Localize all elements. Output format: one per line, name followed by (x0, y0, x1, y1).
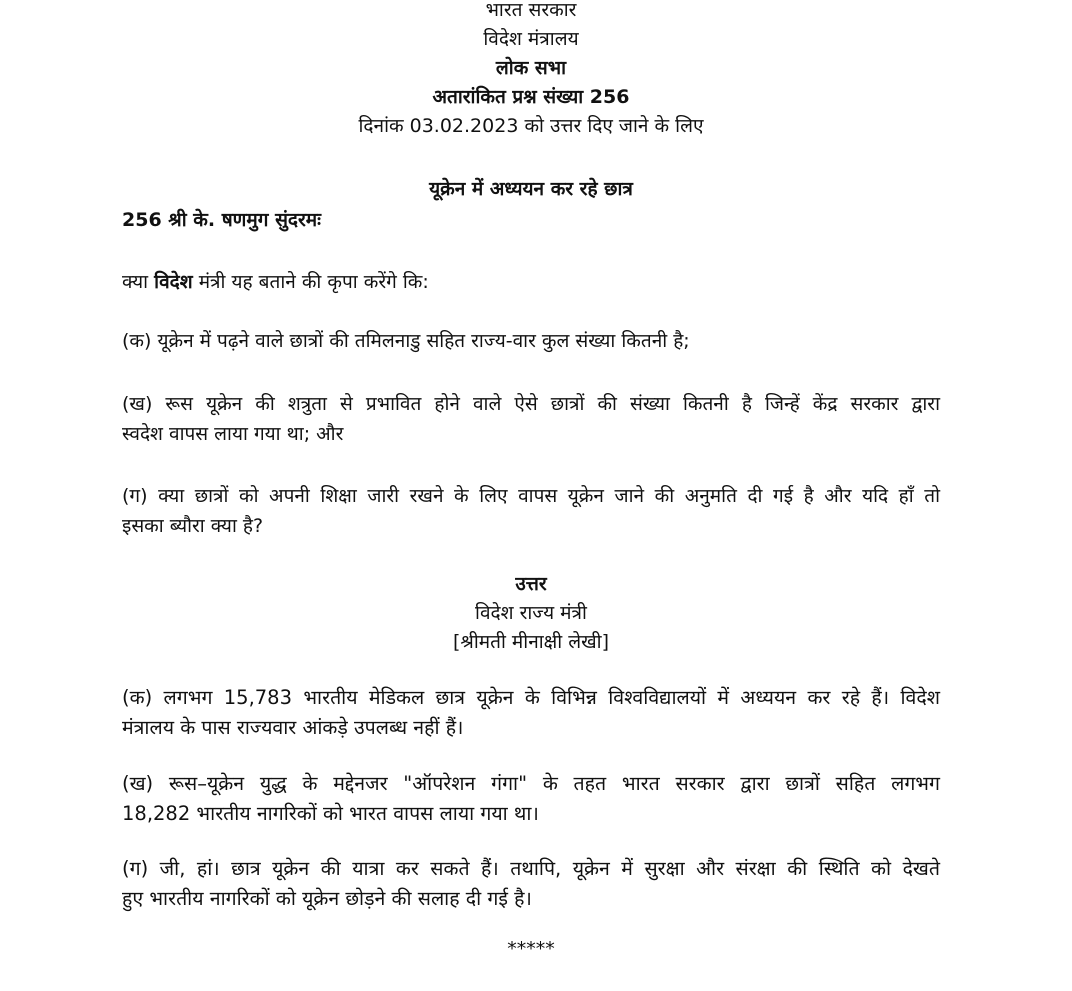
question-part-b-line2: स्वदेश वापस लाया गया था; और (122, 423, 344, 445)
question-part-c (122, 481, 940, 541)
answer-date-line: दिनांक 03.02.2023 को उत्तर दिए जाने के लिए (358, 115, 704, 137)
question-part-b-line1: (ख) रूस यूक्रेन की शत्रुता से प्रभावित होने वाले ऐसे छात्रों की संख्या कितनी है जिन्हें केंद्र सरकार द्वारा (122, 393, 940, 415)
question-part-c-line2: इसका ब्यौरा क्या है? (122, 515, 264, 537)
question-number: अतारांकित प्रश्न संख्या 256 (432, 86, 630, 108)
answer-part-c-line2: हुए भारतीय नागरिकों को यूक्रेन छोड़ने की सलाह दी गई है। (122, 887, 532, 910)
question-asker: 256 श्री के. षणमुग सुंदरमः (122, 209, 321, 231)
intro-bold-word: विदेश (154, 271, 193, 293)
intro-before: क्या (122, 271, 155, 293)
question-part-a: (क) यूक्रेन में पढ़ने वाले छात्रों की तमिलनाडु सहित राज्य-वार कुल संख्या कितनी है; (122, 330, 690, 352)
minister-name: [श्रीमती मीनाक्षी लेखी] (452, 631, 610, 653)
ministry-name: विदेश मंत्रालय (483, 28, 579, 50)
answer-title: उत्तर (515, 573, 547, 595)
answer-part-b-line1: (ख) रूस–यूक्रेन युद्ध के मद्देनजर "ऑपरेशन गंगा" के तहत भारत सरकार द्वारा छात्रों सहित लगभग (122, 772, 940, 795)
question-part-b (122, 389, 940, 449)
answer-part-c (122, 854, 940, 914)
government-name: भारत सरकार (485, 0, 577, 21)
question-intro (122, 268, 940, 297)
intro-after: मंत्री यह बताने की कृपा करेंगे कि: (192, 271, 429, 293)
answer-part-a-line2: मंत्रालय के पास राज्यवार आंकड़े उपलब्ध नहीं हैं। (122, 716, 464, 739)
answer-part-b (122, 769, 940, 829)
end-mark: ***** (507, 938, 555, 960)
minister-title: विदेश राज्य मंत्री (475, 602, 587, 624)
document-header (122, 0, 940, 141)
answer-part-b-line2: 18,282 भारतीय नागरिकों को भारत वापस लाया गया था। (122, 802, 539, 825)
answer-part-a (122, 683, 940, 743)
question-part-c-line1: (ग) क्या छात्रों को अपनी शिक्षा जारी रखने के लिए वापस यूक्रेन जाने की अनुमति दी गई है और यदि हाँ तो (122, 485, 940, 507)
answer-part-c-line1: (ग) जी, हां। छात्र यूक्रेन की यात्रा कर सकते हैं। तथापि, यूक्रेन में सुरक्षा और संरक्षा की स्थिति को देखते (122, 857, 940, 880)
house-name: लोक सभा (495, 57, 567, 79)
answer-part-a-line1: (क) लगभग 15,783 भारतीय मेडिकल छात्र यूक्रेन के विभिन्न विश्वविद्यालयों में अध्ययन कर रहे हैं। विदेश (122, 686, 940, 709)
question-subject: यूक्रेन में अध्ययन कर रहे छात्र (429, 178, 633, 200)
answer-header (122, 570, 940, 657)
